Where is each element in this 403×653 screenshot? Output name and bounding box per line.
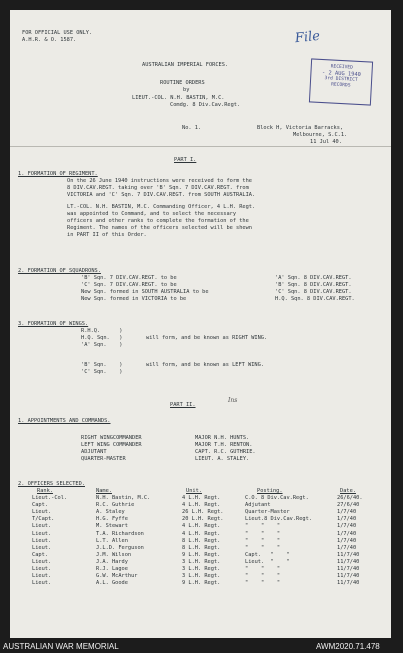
officer-date: 11/7/40 <box>337 580 360 587</box>
document-page <box>10 10 391 638</box>
officer-unit: 4 L.H. Regt. <box>182 523 221 530</box>
officer-rank: Lieut. <box>32 523 52 530</box>
officer-posting: Quarter-Master <box>245 509 290 516</box>
officer-rank: Lieut. <box>32 509 52 516</box>
document-title: ROUTINE ORDERS <box>160 80 205 86</box>
appointment-role: LEFT WING COMMANDER <box>81 442 142 448</box>
officer-posting: " " " <box>245 523 281 530</box>
officer-posting: Lieut.8 Div.Cav.Regt. <box>245 516 312 523</box>
section-formation-of-wings: 3. FORMATION OF WINGS. <box>18 321 89 327</box>
officer-unit: 3 L.H. Regt. <box>182 558 221 565</box>
right-wing-text: will form, and be known as RIGHT WING. <box>146 335 268 341</box>
para-1-line-3: VICTORIA and 'C' Sqn. 7 DIV.CAV.REGT. from SOUTH AUSTRALIA. <box>67 192 256 198</box>
appointment-name: MAJOR N.H. HUNTS. <box>195 435 250 441</box>
part-1-heading: PART I. <box>174 157 197 163</box>
officer-date: 11/7/40 <box>337 573 360 580</box>
officer-unit: 9 L.H. Regt. <box>182 580 221 587</box>
officer-unit: 26 L.H. Regt. <box>182 509 224 516</box>
squadron-row-to: 'C' Sqn. 8 DIV.CAV.REGT. <box>275 289 352 295</box>
officer-unit: 3 L.H. Regt. <box>182 566 221 572</box>
stamp-line-1: RECEIVED <box>330 64 353 71</box>
officer-date: 1/7/40 <box>337 530 357 537</box>
officer-name: T.A. Richardson <box>96 530 144 537</box>
officer-posting: " " " <box>245 544 281 551</box>
section-officers-selected: 2. OFFICERS SELECTED. <box>18 481 85 487</box>
officer-posting: " " " <box>245 566 281 572</box>
section-formation-of-squadrons: 2. FORMATION OF SQUADRONS. <box>18 268 101 274</box>
officer-rank: Lieut. <box>32 537 52 544</box>
appointment-role: ADJUTANT <box>81 449 107 455</box>
squadron-row-from: 'C' Sqn. 7 DIV.CAV.REGT. to be <box>81 282 177 288</box>
officer-date: 11/7/40 <box>337 558 360 565</box>
appointment-role: QUARTER-MASTER <box>81 456 126 462</box>
officer-posting: " " " <box>245 530 281 537</box>
officer-rank: Lieut.-Col. <box>32 495 68 501</box>
appointment-name: CAPT. R.C. GUTHRIE. <box>195 449 256 455</box>
col-header-name: Name. <box>96 488 112 494</box>
para-2-line-3: officers and other ranks to complete the formation of the <box>67 218 249 224</box>
commander-line: LIEUT.-COL. N.H. BASTIN, M.C. <box>132 95 225 101</box>
received-stamp <box>309 58 373 105</box>
para-2-line-4: Regiment. The names of the officers selected will be shewn <box>67 225 252 231</box>
archive-name: AUSTRALIAN WAR MEMORIAL <box>3 642 119 651</box>
officer-name: J.L.D. Ferguson <box>96 544 144 551</box>
officer-date: 11/7/40 <box>337 566 360 572</box>
officer-rank: Lieut. <box>32 558 52 565</box>
squadron-row-from: New Sqn. formed in SOUTH AUSTRALIA to be <box>81 289 209 295</box>
officer-date: 1/7/40 <box>337 523 357 530</box>
officer-rank: Lieut. <box>32 580 52 587</box>
para-2-line-1: LT.-COL. N.H. BASTIN, M.C. Commanding Officer, 4 L.H. Regt. <box>67 204 256 210</box>
address-line-1: Block H, Victoria Barracks, <box>257 125 344 131</box>
officer-name: M. Stewart <box>96 523 128 530</box>
officer-unit: 20 L.H. Regt. <box>182 516 224 523</box>
officer-date: 11/7/40 <box>337 551 360 558</box>
officer-name: L.T. Allen <box>96 537 128 544</box>
officer-name: A. Staley <box>96 509 125 516</box>
officer-rank: Lieut. <box>32 530 52 537</box>
squadron-row-to: H.Q. Sqn. 8 DIV.CAV.REGT. <box>275 296 355 302</box>
section-formation-of-regiment: 1. FORMATION OF REGIMENT. <box>18 171 98 177</box>
officer-rank: Lieut. <box>32 573 52 580</box>
stamp-line-3: 3rd DISTRICT <box>324 76 358 83</box>
col-header-unit: Unit. <box>186 488 202 494</box>
officer-date: 1/7/40 <box>337 516 357 523</box>
wing-unit: H.Q. Sqn. ) <box>81 335 123 341</box>
squadron-row-from: New Sqn. formed in VICTORIA to be <box>81 296 187 302</box>
officer-date: 27/6/40 <box>337 502 360 509</box>
officer-date: 1/7/40 <box>337 544 357 551</box>
force-title: AUSTRALIAN IMPERIAL FORCES. <box>142 62 229 68</box>
officer-name: G.W. McArthur <box>96 573 138 580</box>
wing-unit: 'B' Sqn. ) <box>81 362 123 368</box>
officer-date: 1/7/40 <box>337 537 357 544</box>
officer-rank: Capt. <box>32 551 48 558</box>
wing-unit: 'C' Sqn. ) <box>81 369 123 375</box>
unit-line: Comdg. 8 Div.Cav.Regt. <box>170 102 241 108</box>
para-2-line-5: in PART II of this Order. <box>67 232 147 238</box>
para-1-line-2: 8 DIV.CAV.REGT. taking over 'B' Sqn. 7 DIV.CAV.REGT. from <box>67 185 249 191</box>
officer-rank: Lieut. <box>32 544 52 551</box>
officer-name: R.J. Lagoe <box>96 566 128 572</box>
col-header-rank: Rank. <box>37 488 53 494</box>
officer-posting: " " " <box>245 573 281 580</box>
by-label: by <box>183 87 190 93</box>
archive-reference: AWM2020.71.478 <box>316 642 380 651</box>
left-wing-text: will form, and be known as LEFT WING. <box>146 362 264 368</box>
officer-rank: T/Capt. <box>32 516 55 523</box>
officer-name: J.A. Hardy <box>96 558 128 565</box>
officer-unit: 4 L.H. Regt. <box>182 530 221 537</box>
officer-posting: " " " <box>245 580 281 587</box>
officer-date: 26/6/40. <box>337 495 363 501</box>
officer-unit: 8 L.H. Regt. <box>182 537 221 544</box>
stamp-line-2: - 2 AUG 1940 <box>321 69 362 79</box>
part-2-heading: PART II. <box>170 402 196 408</box>
squadron-row-to: 'A' Sqn. 8 DIV.CAV.REGT. <box>275 275 352 281</box>
appointment-name: LIEUT. A. STALEY. <box>195 456 250 462</box>
archive-footer <box>0 640 403 653</box>
stamp-line-4: RECORDS <box>331 82 351 89</box>
officer-posting: C.O. 8 Div.Cav.Regt. <box>245 495 309 501</box>
officer-unit: 9 L.H. Regt. <box>182 551 221 558</box>
squadron-row-from: 'B' Sqn. 7 DIV.CAV.REGT. to be <box>81 275 177 281</box>
section-appointments: 1. APPOINTMENTS AND COMMANDS. <box>18 418 111 424</box>
col-header-posting: Posting. <box>257 488 283 494</box>
address-line-2: Melbourne, S.C.1. <box>293 132 348 138</box>
officer-unit: 4 L.H. Regt. <box>182 502 221 509</box>
para-1-line-1: On the 26 June 1940 instructions were received to form the <box>67 178 252 184</box>
officer-posting: " " " <box>245 537 281 544</box>
wing-unit: 'A' Sqn. ) <box>81 342 123 348</box>
restriction-label: FOR OFFICIAL USE ONLY. <box>22 30 93 36</box>
handwritten-file-note: File <box>294 28 321 47</box>
form-reference: A.H.R. & O. 1587. <box>22 37 77 43</box>
officer-rank: Lieut. <box>32 566 52 572</box>
squadron-row-to: 'B' Sqn. 8 DIV.CAV.REGT. <box>275 282 352 288</box>
handwritten-margin-note: Ins <box>228 397 238 404</box>
officer-date: 1/7/40 <box>337 509 357 516</box>
officer-posting: Lieut. " " <box>245 558 290 565</box>
officer-unit: 3 L.H. Regt. <box>182 573 221 580</box>
appointment-name: MAJOR T.H. RENTON. <box>195 442 253 448</box>
officer-name: A.L. Goode <box>96 580 128 587</box>
para-2-line-2: was appointed to Command, and to select the necessary <box>67 211 237 217</box>
col-header-date: Date. <box>340 488 356 494</box>
order-date: 11 Jul 40. <box>310 139 342 145</box>
appointment-role: RIGHT WINGCOMMANDER <box>81 435 142 441</box>
officer-unit: 8 L.H. Regt. <box>182 544 221 551</box>
officer-posting: Adjutant <box>245 502 271 509</box>
officer-posting: Capt. " " <box>245 551 290 558</box>
officer-name: R.C. Guthrie <box>96 502 135 509</box>
officer-name: N.H. Bastin, M.C. <box>96 495 151 501</box>
officer-name: H.G. Fyffe <box>96 516 128 523</box>
officer-name: J.M. Wilson <box>96 551 132 558</box>
officer-rank: Capt. <box>32 502 48 509</box>
officer-unit: 4 L.H. Regt. <box>182 495 221 501</box>
wing-unit: R.H.Q. ) <box>81 328 123 334</box>
order-number: No. 1. <box>182 125 202 131</box>
divider <box>10 146 391 147</box>
